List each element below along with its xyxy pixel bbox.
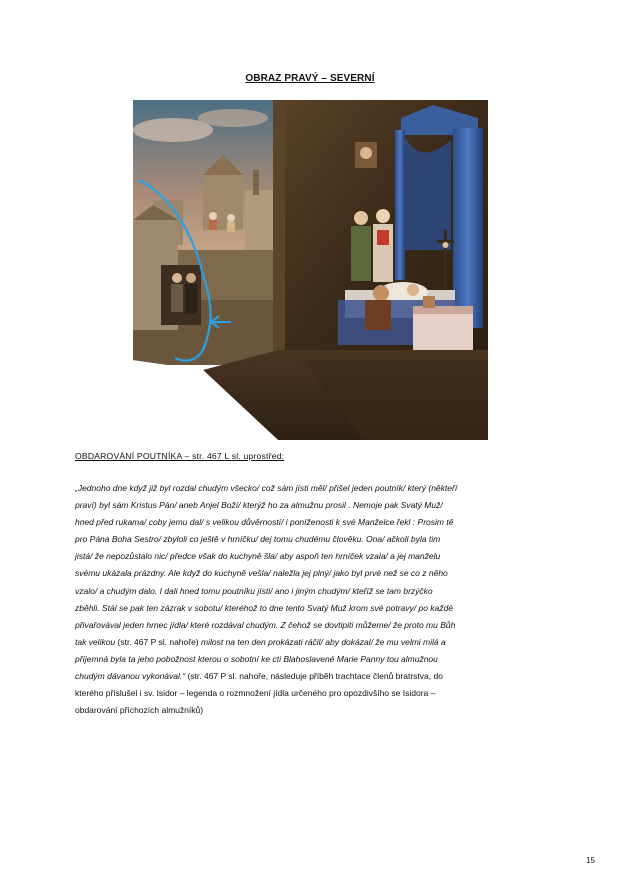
text-run: chudým dávanou vykonával.“ bbox=[75, 671, 188, 682]
text-run: tak velikou bbox=[75, 636, 118, 647]
text-line bbox=[75, 668, 557, 685]
text-run: kterého příslušel i sv. Isidor – legenda o rozmnožení jídla určeného pro opozdivšího se Isidora – bbox=[75, 688, 436, 699]
text-line bbox=[75, 634, 557, 651]
section-heading: OBDAROVÁNÍ POUTNÍKA – str. 467 L sl. uprostřed: bbox=[75, 451, 285, 461]
text-line bbox=[75, 685, 557, 702]
text-run: zběhli. Stál se pak ten zázrak v sobotu/ kteréhož to dne tento Svatý Muž krom své potravy/ po každé bbox=[75, 602, 453, 613]
text-run: „Jednoho dne když již byl rozdal chudým všecko/ což sám jísti měl/ přišel jeden poutník/ který (někteří bbox=[75, 483, 458, 493]
painting-image bbox=[133, 100, 488, 440]
text-line bbox=[75, 531, 557, 548]
text-run: (str. 467 P sl. nahoře, následuje příběh trachtace členů bratrstva, do bbox=[187, 671, 443, 682]
text-run: pro Pána Boha Sestro/ zbyloli co ještě v hrníčku/ dej tomu chudému člověku. Ona/ ačkoli byla tim bbox=[75, 534, 441, 545]
text-line bbox=[75, 480, 557, 497]
text-run: příjemná byla ta jeho pobožnost kterou o sobotní ke cti Blahoslavené Marie Panny tou almužnou bbox=[75, 653, 438, 664]
text-line bbox=[75, 583, 557, 600]
text-run: milost na ten den prokázati ráčil/ aby dokázal/ že mu velmi milá a bbox=[198, 636, 446, 647]
body-text bbox=[75, 480, 557, 719]
text-line bbox=[75, 617, 557, 634]
page-number: 15 bbox=[586, 856, 595, 865]
text-run: (str. 467 P sl. nahoře) bbox=[117, 636, 199, 647]
text-run: hned před rukama/ coby jemu dal/ s velikou důvěrností/ i poníženosti k své Manželce řekl : Prosim tě bbox=[75, 517, 454, 528]
text-line bbox=[75, 497, 557, 514]
page-title: OBRAZ PRAVÝ – SEVERNÍ bbox=[245, 73, 375, 84]
text-line bbox=[75, 600, 557, 617]
text-run: jistá/ že nepozůstalo nic/ předce však do kuchyně šla/ aby aspoň ten hrníček vzala/ a jej manželu bbox=[75, 551, 441, 562]
text-run: obdarování příchozích almužníků) bbox=[75, 705, 204, 716]
text-run: vzalo/ a chudým dalo. I dali hned tomu poutníku jísti/ ano i jiným chudým/ kteříž se tam brzýčko bbox=[75, 585, 433, 596]
text-run: praví) byl sám Kristus Pán/ aneb Anjel Boží/ kterýž ho za almužnu prosil . Nemoje pak Svatý Muž/ bbox=[75, 500, 443, 511]
text-run: svému ukázala prázdny. Ale když do kuchyně vešla/ naležla jej plný/ jako byl prvé než se co z něho bbox=[75, 568, 448, 579]
text-line bbox=[75, 565, 557, 582]
text-line bbox=[75, 548, 557, 565]
text-run: přivařovával jeden hrnec jídla/ které rozdával chudým. Z čehož se dovtipiti můžeme/ že proto mu Bůh bbox=[75, 619, 456, 630]
text-line bbox=[75, 702, 557, 719]
text-line bbox=[75, 651, 557, 668]
text-line bbox=[75, 514, 557, 531]
